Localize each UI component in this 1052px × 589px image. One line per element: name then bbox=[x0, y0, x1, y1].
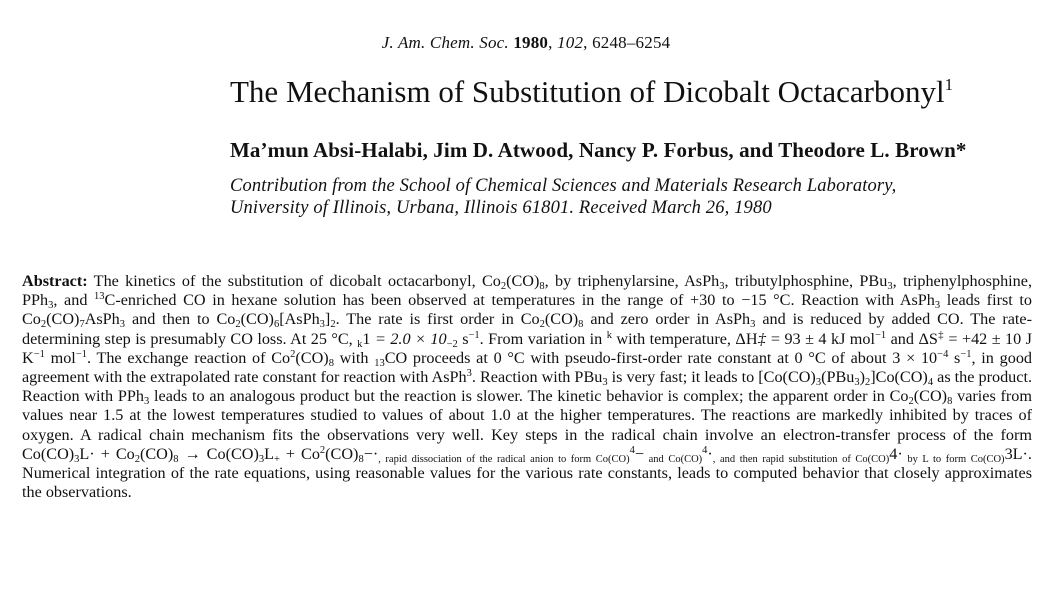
journal-volume: 102 bbox=[557, 33, 584, 52]
paper-title bbox=[230, 73, 953, 111]
paper-title-text: The Mechanism of Substitution of Dicobalt Octacarbonyl bbox=[230, 74, 945, 109]
title-footnote-marker: 1 bbox=[944, 75, 954, 94]
journal-year: 1980 bbox=[513, 33, 549, 52]
affiliation-line-1: Contribution from the School of Chemical Sciences and Materials Research Laboratory, bbox=[230, 176, 897, 196]
affiliation-line-2: University of Illinois, Urbana, Illinois 61801. Received March 26, 1980 bbox=[230, 198, 772, 218]
journal-name: J. Am. Chem. Soc. bbox=[381, 33, 509, 52]
abstract-label: Abstract: bbox=[22, 272, 88, 290]
author-list: Ma’mun Absi-Halabi, Jim D. Atwood, Nancy P. Forbus, and Theodore L. Brown* bbox=[230, 138, 967, 162]
abstract-body: The kinetics of the substitution of dicobalt octacarbonyl, $Co_2(CO)_8$, by triphenylarsine, AsPh$_3$, tributylphosphine, PBu$_3$, triphenylphosphine, PPh$_3$, and $^{13}$C-enriched CO in hexane solution has been observed at temperatures in the range of +30 to −15 °C. Reaction with AsPh$_3$ leads first to $Co_2(CO)_7AsPh_3$ and then to $Co_2(CO)_6[AsPh_3]_2$. The rate is first order in $Co_2(CO)_8$ and zero order in AsPh$_3$ and is reduced by added CO. The rate-determining step is presumably CO loss. At 25 °C, $_k1 = 2.0 \times 10_{-2}$ $s^{-1}$. From variation in $^k$ with temperature, ΔH‡ = 93 ± 4 kJ mol$^{-1}$ and ΔS‡ = +42 ± 10 J $K^{-1}$ mol$^{-1}$. The exchange reaction of $Co^2(CO)_8$ with $_{13}$CO proceeds at 0 °C with pseudo-first-order rate constant at 0 °C of about $3 \times 10^{-4}$ $s^{-1}$, in good agreement with the extrapolated rate constant for reaction with AsPh$^3$. Reaction with PBu$_3$ is very fast; it leads to $[Co(CO)_3(PBu_3)_2]Co(CO)_4$ as the product. Reaction with PPh$_3$ leads to an analogous product but the reaction is slower. The kinetic behavior is complex; the apparent order in $Co_2(CO)_8$ varies from values near 1.5 at the lowest temperatures studied to values of about 1.0 at the higher temperatures. The reactions are markedly inhibited by traces of oxygen. A radical chain mechanism fits the observations very well. Key steps in the radical chain involve an electron-transfer process of the form $Co(CO)_3L\cdot + Co_2(CO)_8 \to Co(CO)_3L_+ + Co^2(CO)_8-\cdot_{, rapid dissociation of the radical anion to form Co(CO)}^4- _{and Co(CO)}^4\cdot_{, and then rapid substitution of Co(CO)}4\cdot _{by L to form Co(CO)}3L\cdot$. Numerical integration of the rate equations, using reasonable values for the various rate constants, leads to computed behavior that closely approximates the observations. bbox=[22, 272, 1033, 502]
journal-pages: 6248–6254 bbox=[592, 33, 671, 52]
affiliation bbox=[230, 175, 1030, 219]
abstract bbox=[22, 272, 1032, 502]
journal-citation: J. Am. Chem. Soc. 1980, 102, 6248–6254 bbox=[381, 33, 671, 52]
